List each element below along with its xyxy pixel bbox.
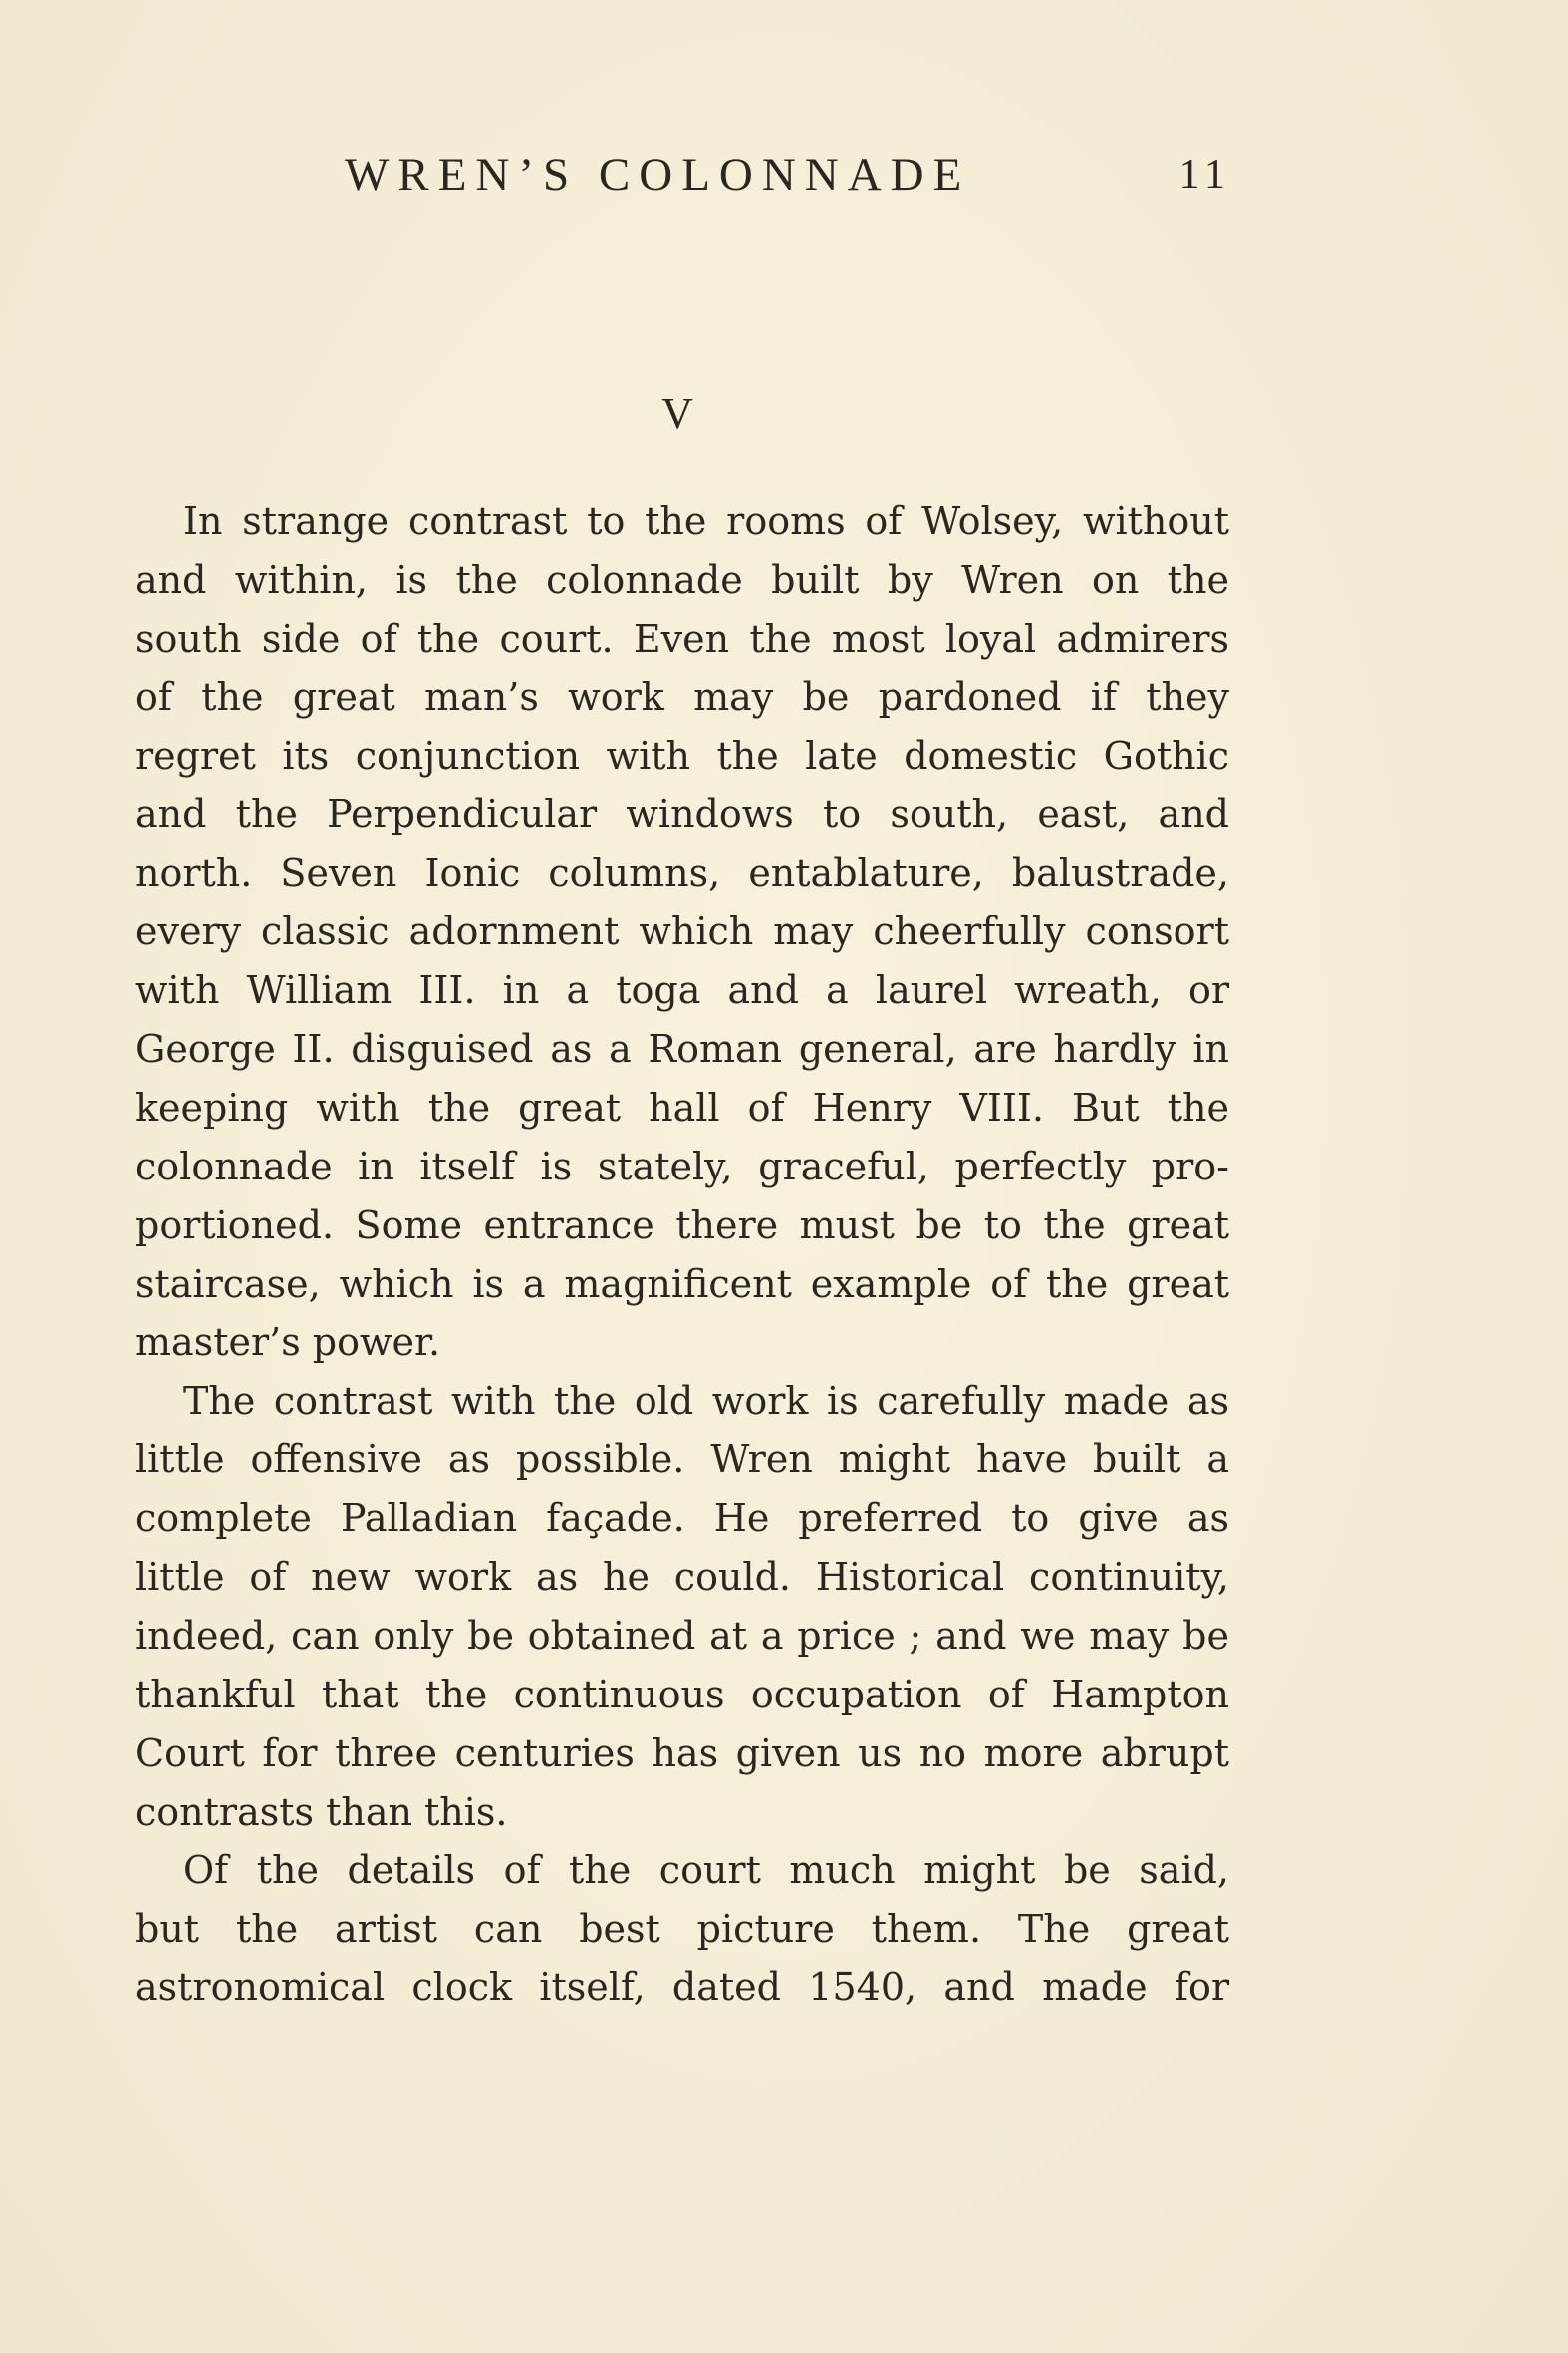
page-number: 11 <box>1178 152 1231 198</box>
text-line: little offensive as possible. Wren might have built a <box>135 1438 1229 1482</box>
text-line: little of new work as he could. Historical continuity, <box>135 1555 1229 1600</box>
text-line: of the great man’s work may be pardoned if they <box>135 674 1229 719</box>
text-line: and within, is the colonnade built by Wren on the <box>135 557 1229 602</box>
section-numeral: V <box>661 390 693 438</box>
text-line: Court for three centuries has given us no more abrupt <box>135 1730 1229 1775</box>
running-head <box>135 145 1231 205</box>
text-line: indeed, can only be obtained at a price ; and we may be <box>135 1613 1229 1658</box>
text-line: staircase, which is a magnificent example of the great <box>135 1261 1229 1306</box>
text-line: but the artist can best picture them. The great <box>135 1907 1229 1952</box>
text-line: every classic adornment which may cheerfully consort <box>135 910 1229 954</box>
text-line: keeping with the great hall of Henry VIII. But the <box>135 1085 1229 1130</box>
text-line: contrasts than this. <box>135 1789 508 1834</box>
text-line: thankful that the continuous occupation of Hampton <box>135 1672 1229 1716</box>
text-line: north. Seven Ionic columns, entablature, balustrade, <box>135 851 1229 896</box>
text-line: south side of the court. Even the most loyal admirers <box>135 616 1229 660</box>
paragraph-3 <box>135 1841 1229 2017</box>
running-title: WREN’S COLONNADE <box>345 149 971 201</box>
body-text <box>135 492 1229 2017</box>
text-line: In strange contrast to the rooms of Wolsey, without <box>183 499 1229 543</box>
text-line: The contrast with the old work is carefully made as <box>183 1379 1229 1424</box>
text-line: astronomical clock itself, dated 1540, and made for <box>135 1965 1229 2010</box>
text-line: Of the details of the court much might be said, <box>183 1848 1229 1893</box>
text-line: and the Perpendicular windows to south, east, and <box>135 792 1229 837</box>
paragraph-1 <box>135 492 1229 1372</box>
text-line: regret its conjunction with the late domestic Gothic <box>135 733 1229 778</box>
text-line: George II. disguised as a Roman general, are hardly in <box>135 1027 1229 1072</box>
text-line: colonnade in itself is stately, graceful, perfectly pro- <box>135 1144 1229 1188</box>
text-line: portioned. Some entrance there must be to the great <box>135 1202 1229 1247</box>
text-line: master’s power. <box>135 1320 441 1365</box>
text-line: with William III. in a toga and a laurel wreath, or <box>135 968 1229 1013</box>
text-line: complete Palladian façade. He preferred to give as <box>135 1496 1229 1541</box>
paragraph-2 <box>135 1372 1229 1841</box>
